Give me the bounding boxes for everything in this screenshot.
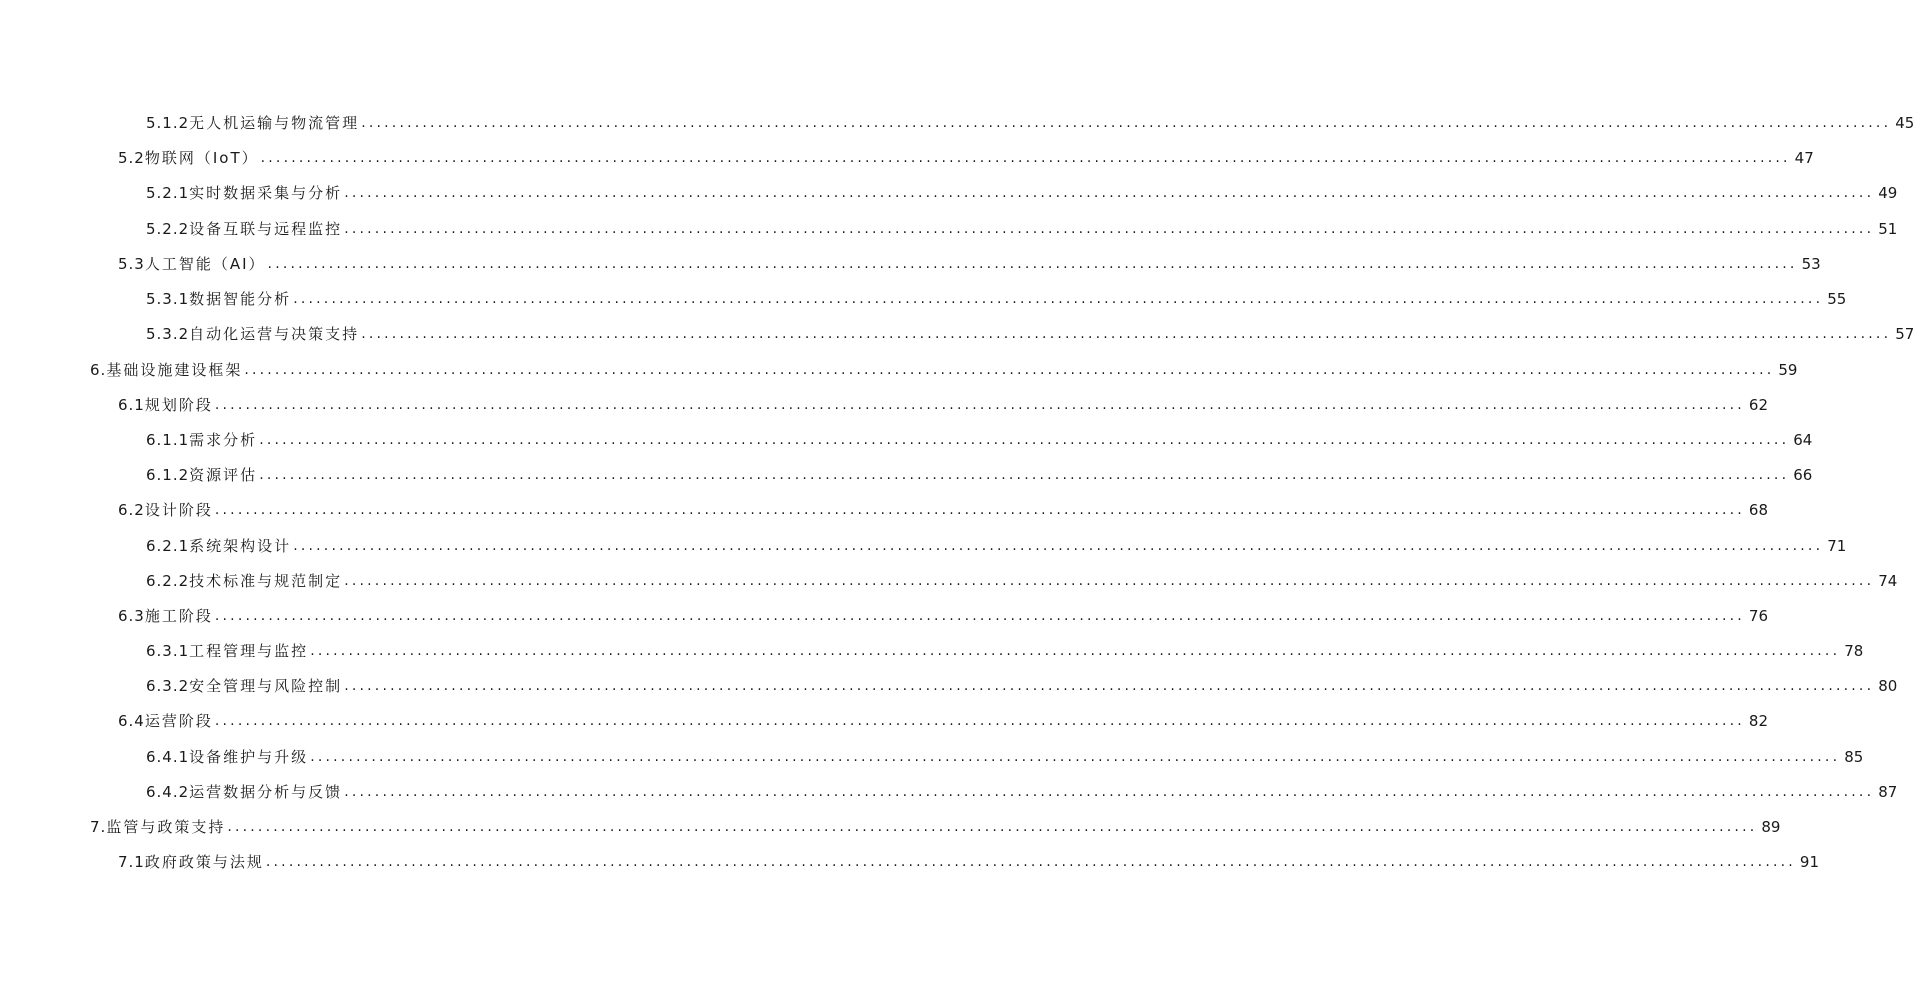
toc-entry-page: 51 <box>1878 220 1898 238</box>
dot-leader: ........................................................................................................................................................................................................ <box>214 502 1745 518</box>
toc-entry-page: 80 <box>1878 677 1898 695</box>
toc-entry-title: 施工阶段 <box>144 607 213 625</box>
toc-entry-7[interactable] <box>90 816 1781 838</box>
toc-entry-6[interactable] <box>90 359 1798 381</box>
toc-entry-number: 5.3.1 <box>146 290 190 308</box>
toc-entry-number: 5.2.2 <box>146 220 190 238</box>
dot-leader: ........................................................................................................................................................................................................ <box>344 573 1875 589</box>
toc-entry-6-1[interactable] <box>118 394 1769 416</box>
toc-entry-5-1-2[interactable] <box>146 112 1914 134</box>
dot-leader: ........................................................................................................................................................................................................ <box>265 854 1796 870</box>
toc-entry-number: 7.1 <box>118 853 145 871</box>
toc-entry-6-4-2[interactable] <box>146 781 1898 803</box>
dot-leader: ........................................................................................................................................................................................................ <box>244 362 1775 378</box>
toc-entry-number: 6. <box>90 361 107 379</box>
toc-entry-title: 监管与政策支持 <box>106 818 226 836</box>
toc-entry-6-4[interactable] <box>118 710 1769 732</box>
toc-entry-number: 5.2 <box>118 149 145 167</box>
toc-entry-number: 7. <box>90 818 107 836</box>
toc-entry-6-4-1[interactable] <box>146 746 1864 768</box>
toc-entry-title: 工程管理与监控 <box>189 642 309 660</box>
dot-leader: ........................................................................................................................................................................................................ <box>259 467 1790 483</box>
toc-entry-6-3-2[interactable] <box>146 675 1898 697</box>
dot-leader: ........................................................................................................................................................................................................ <box>260 150 1791 166</box>
toc-entry-number: 6.2.1 <box>146 537 190 555</box>
dot-leader: ........................................................................................................................................................................................................ <box>259 432 1790 448</box>
toc-entry-page: 68 <box>1748 501 1769 519</box>
toc-entry-title: 物联网（IoT） <box>144 149 259 167</box>
toc-entry-page: 91 <box>1799 853 1820 871</box>
toc-entry-page: 62 <box>1748 396 1769 414</box>
toc-entry-title: 系统架构设计 <box>189 537 292 555</box>
toc-entry-page: 57 <box>1895 325 1914 343</box>
toc-entry-page: 87 <box>1878 783 1898 801</box>
toc-entry-6-3[interactable] <box>118 605 1769 627</box>
toc-entry-5-3-2[interactable] <box>146 323 1914 345</box>
dot-leader: ........................................................................................................................................................................................................ <box>293 538 1824 554</box>
dot-leader: ........................................................................................................................................................................................................ <box>267 256 1798 272</box>
toc-entry-5-2[interactable] <box>118 147 1814 169</box>
toc-entry-title: 资源评估 <box>189 466 258 484</box>
toc-entry-title: 基础设施建设框架 <box>106 361 243 379</box>
toc-entry-title: 政府政策与法规 <box>144 853 264 871</box>
toc-entry-number: 6.1 <box>118 396 145 414</box>
toc-entry-title: 实时数据采集与分析 <box>189 184 343 202</box>
dot-leader: ........................................................................................................................................................................................................ <box>214 713 1745 729</box>
toc-entry-page: 89 <box>1761 818 1781 836</box>
toc-entry-number: 6.3 <box>118 607 145 625</box>
toc-entry-title: 自动化运营与决策支持 <box>189 325 360 343</box>
toc-entry-number: 6.2 <box>118 501 145 519</box>
toc-entry-page: 71 <box>1827 537 1847 555</box>
dot-leader: ........................................................................................................................................................................................................ <box>293 291 1824 307</box>
toc-entry-title: 数据智能分析 <box>189 290 292 308</box>
toc-entry-page: 64 <box>1793 431 1813 449</box>
dot-leader: ........................................................................................................................................................................................................ <box>344 784 1875 800</box>
toc-entry-number: 5.2.1 <box>146 184 190 202</box>
dot-leader: ........................................................................................................................................................................................................ <box>361 115 1892 131</box>
toc-entry-page: 49 <box>1878 184 1898 202</box>
toc-entry-number: 6.2.2 <box>146 572 190 590</box>
toc-entry-title: 无人机运输与物流管理 <box>189 114 360 132</box>
toc-entry-7-1[interactable] <box>118 851 1820 873</box>
dot-leader: ........................................................................................................................................................................................................ <box>361 326 1892 342</box>
toc-entry-title: 人工智能（AI） <box>144 255 266 273</box>
toc-entry-number: 6.4.2 <box>146 783 190 801</box>
toc-entry-title: 设计阶段 <box>144 501 213 519</box>
toc-entry-number: 6.1.2 <box>146 466 190 484</box>
toc-entry-title: 技术标准与规范制定 <box>189 572 343 590</box>
toc-entry-number: 6.3.1 <box>146 642 190 660</box>
toc-entry-6-1-2[interactable] <box>146 464 1813 486</box>
toc-entry-page: 82 <box>1748 712 1769 730</box>
toc-entry-6-3-1[interactable] <box>146 640 1864 662</box>
toc-entry-title: 规划阶段 <box>144 396 213 414</box>
toc-entry-page: 45 <box>1895 114 1914 132</box>
dot-leader: ........................................................................................................................................................................................................ <box>344 678 1875 694</box>
dot-leader: ........................................................................................................................................................................................................ <box>344 185 1875 201</box>
toc-entry-page: 55 <box>1827 290 1847 308</box>
toc-entry-title: 安全管理与风险控制 <box>189 677 343 695</box>
toc-entry-page: 59 <box>1778 361 1798 379</box>
toc-entry-6-2[interactable] <box>118 499 1769 521</box>
toc-entry-number: 5.3 <box>118 255 145 273</box>
toc-entry-number: 5.3.2 <box>146 325 190 343</box>
toc-entry-number: 6.4.1 <box>146 748 190 766</box>
dot-leader: ........................................................................................................................................................................................................ <box>310 749 1841 765</box>
toc-entry-title: 需求分析 <box>189 431 258 449</box>
dot-leader: ........................................................................................................................................................................................................ <box>214 608 1745 624</box>
toc-entry-5-2-2[interactable] <box>146 218 1898 240</box>
dot-leader: ........................................................................................................................................................................................................ <box>310 643 1841 659</box>
dot-leader: ........................................................................................................................................................................................................ <box>227 819 1758 835</box>
toc-entry-page: 76 <box>1748 607 1769 625</box>
toc-entry-title: 运营数据分析与反馈 <box>189 783 343 801</box>
toc-entry-number: 6.4 <box>118 712 145 730</box>
toc-entry-number: 6.1.1 <box>146 431 190 449</box>
toc-entry-page: 85 <box>1844 748 1864 766</box>
toc-entry-title: 运营阶段 <box>144 712 213 730</box>
toc-entry-page: 78 <box>1844 642 1864 660</box>
toc-entry-page: 53 <box>1801 255 1821 273</box>
toc-entry-number: 5.1.2 <box>146 114 190 132</box>
toc-entry-title: 设备互联与远程监控 <box>189 220 343 238</box>
dot-leader: ........................................................................................................................................................................................................ <box>214 397 1745 413</box>
toc-entry-5-3[interactable] <box>118 253 1821 275</box>
toc-entry-number: 6.3.2 <box>146 677 190 695</box>
toc-entry-title: 设备维护与升级 <box>189 748 309 766</box>
toc-entry-6-2-1[interactable] <box>146 535 1847 557</box>
toc-entry-page: 47 <box>1794 149 1814 167</box>
toc-entry-5-3-1[interactable] <box>146 288 1847 310</box>
toc-entry-6-1-1[interactable] <box>146 429 1813 451</box>
toc-entry-page: 66 <box>1793 466 1813 484</box>
toc-entry-6-2-2[interactable] <box>146 570 1898 592</box>
toc-entry-page: 74 <box>1878 572 1898 590</box>
toc-entry-5-2-1[interactable] <box>146 182 1898 204</box>
dot-leader: ........................................................................................................................................................................................................ <box>344 221 1875 237</box>
